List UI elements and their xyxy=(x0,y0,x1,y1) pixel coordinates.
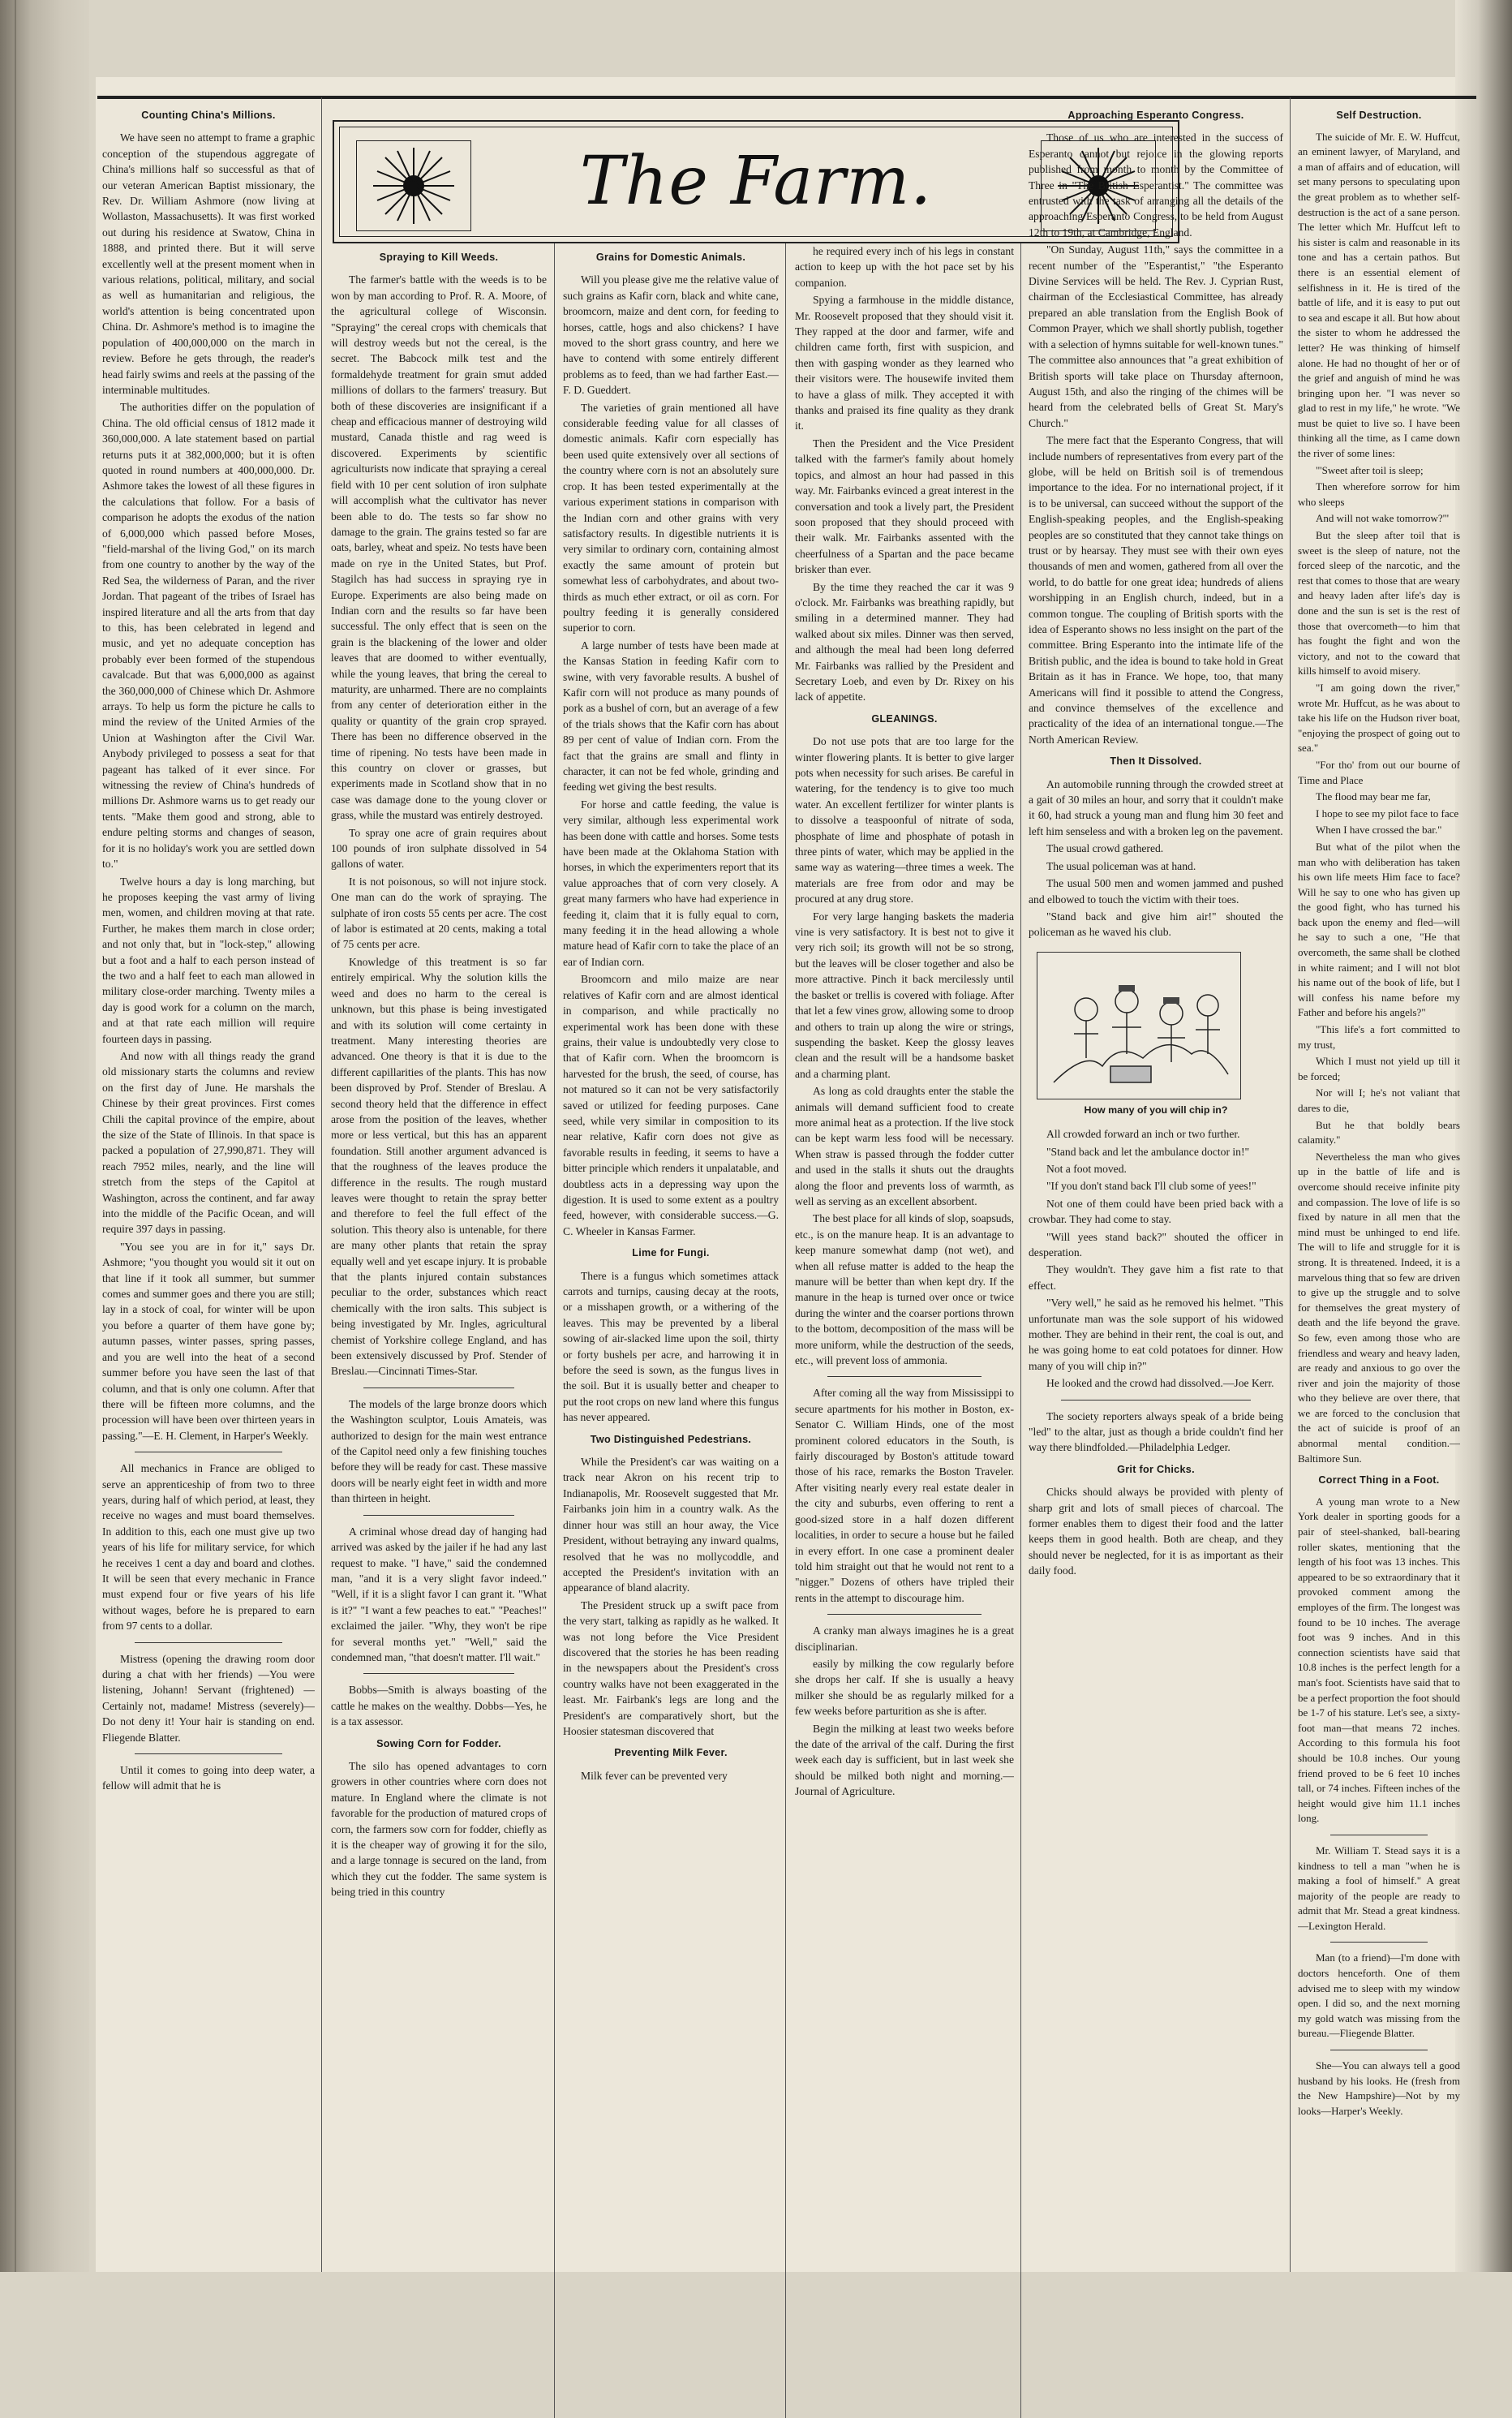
divider xyxy=(135,1753,282,1754)
divider xyxy=(135,1642,282,1643)
article-paragraph: A cranky man always imagines he is a great disciplinarian. xyxy=(795,1624,1014,1653)
article-paragraph: While the President's car was waiting on a track near Akron on his recent trip to Indianapolis, Mr. Roosevelt suggested that Mr. Fairbanks join him in a country walk. As the dinner hour was still an hour away, the Vice President, without betraying any inward qualms, resolved that he was no mollycoddle, and accepted the President's invitation with an appearance of bland alacrity. xyxy=(563,1456,779,1594)
article-heading: Grit for Chicks. xyxy=(1117,1463,1195,1475)
column-grains-for-domestic-animals xyxy=(563,243,779,2260)
article-heading: Preventing Milk Fever. xyxy=(614,1747,728,1759)
article-paragraph: The President struck up a swift pace from the very start, talking as rapidly as he walked. It was not long before the Vice President discovered that the stories he has been reading in the newspapers about the President's cross country walks have not been exaggerated in the least. Mr. Fairbank's legs are long and the President's are comparatively short, but the Hoosier statesman discovered that xyxy=(563,1598,779,1737)
page-title: The Farm. xyxy=(579,143,933,220)
article-heading: Two Distinguished Pedestrians. xyxy=(590,1433,752,1445)
article-heading: Counting China's Millions. xyxy=(141,110,276,121)
crowd-illustration xyxy=(1037,952,1241,1099)
column-rule xyxy=(554,243,555,2418)
article-paragraph: Those of us who are interested in the success of Esperanto cannot but rejoice in the glowing reports published from month to month by the Committee of Three in "The British Esperantist." The committee was entrusted with the task of arranging all the details of the approaching Esperanto Congress, to be held from August 12th to 19th, at Cambridge, England. xyxy=(1029,131,1283,239)
column-rule xyxy=(785,243,786,2418)
article-paragraph: easily by milking the cow regularly before she drops her calf. If she is usually a heavy milker she should be as regularly milked for a few weeks before parturition as she is after. xyxy=(795,1657,1014,1718)
article-paragraph: A large number of tests have been made at the Kansas Station in feeding Kafir corn to swine, with very favorable results. A bushel of Kafir corn will not produce as many pounds of pork as a bushel of corn, but an average of a few of the trials shows that the Kafir corn has about 89 per cent of value of Indian corn. From the fact that the grains are small and flinty in character, it can not be fed whole, grinding and feeding wet giving the best results. xyxy=(563,639,779,794)
article-heading: Then It Dissolved. xyxy=(1110,755,1202,768)
article-paragraph: The silo has opened advantages to corn growers in other countries where corn does not mature. In England where the climate is not favorable for the production of matured crops of corn, the farmers sow corn for fodder, chiefly as it is the cheaper way of growing it for the silo, and a large tonnage is secured on the land, from which they cut the fodder. The same system is being tried in this country xyxy=(331,1759,547,1899)
article-paragraph: "I am going down the river," wrote Mr. Huffcut, as he was about to take his life on the Hudson river boat, "enjoying the prospect of going out to sea." xyxy=(1298,681,1460,755)
article-heading: Sowing Corn for Fodder. xyxy=(376,1737,501,1749)
article-paragraph: For horse and cattle feeding, the value is very similar, although less experimental work has been done with cattle and horses. Some tests have been made at the Oklahoma Station with horses, in which the experimenters report that its value approaches that of corn very closely. A great many farmers who have had experience in feeding it, claim that it is fully equal to corn, many feeding it in the head allowing a whole mature head of Kafir corn to take the place of an ear of Indian corn. xyxy=(563,798,779,968)
article-paragraph: There is a fungus which sometimes attack carrots and turnips, causing decay at the roots, or a misshapen growth, or a withering of the leaves. This may be prevented by a liberal sowing of air-slacked lime upon the soil, thirty or forty bushels per acre, and harrowing it in before the seed is sown, as the fungus lives in the soil. But it is usually better and cheaper to put the root crops on new land where this fungus has never appeared. xyxy=(563,1269,779,1424)
poem-line: "This life's a fort committed to my trust, xyxy=(1298,1023,1460,1051)
article-paragraph: Broomcorn and milo maize are near relatives of Kafir corn and are almost identical in comparison, and while practically no experimental work has been done with these grains, their value is undoubtedly very close to that of Kafir corn. When the broomcorn is harvested for the brush, the seed, of course, has not matured so it can not be very satisfactorily saved or utilized for feeding purposes. Cane seed, while very similar in composition to its near relative, Kafir corn does not give as favorable results in feeding, it seems to have a bitter principle which renders it unpalatable, and doubtless acts in a depressing way upon the digestion. It is used to some extent as a poultry feed, however, with considerable success.—G. C. Wheeler in Kansas Farmer. xyxy=(563,973,779,1237)
column-rule xyxy=(321,97,322,2272)
poem-line: When I have crossed the bar." xyxy=(1316,824,1442,837)
column-esperanto-congress xyxy=(1029,101,1283,2260)
article-paragraph: "Will yees stand back?" shouted the officer in desperation. xyxy=(1029,1230,1283,1258)
divider xyxy=(827,1376,982,1377)
article-paragraph: Not a foot moved. xyxy=(1046,1162,1127,1175)
article-paragraph: The usual policeman was at hand. xyxy=(1046,859,1196,872)
article-paragraph: To spray one acre of grain requires about 100 pounds of iron sulphate dissolved in 54 gallons of water. xyxy=(331,826,547,871)
article-paragraph: Knowledge of this treatment is so far entirely empirical. Why the solution kills the weed and does no harm to the cereal is unknown, but this phase is being investigated and with its solution will come certainty in treatment. Many interesting theories are advanced. One theory is that it is due to the different capillarities of the plants. This has now been disproved by Prof. Stender of Breslau. A second theory held that the difference in effect arose from the position of the leaves, whether more or less vertical, but this has an apparent foundation. Still another argument advanced is that the roughness of the leaves produce the difference in the results. The rough mustard leaves were thought to retain the spray better and therefore to feel the full effect of the solution. This theory also is untenable, for there are many other plants that retain the spray equally well and yet escape injury. It is probable that the plants injured contain substances peculiar to the order, substances which react chemically with the iron salts. This subject is being investigated by Mr. Ingles, agricultural chemist of Yorkshire college England, and has been extensively discussed by Prof. Stender of Breslau.—Cincinnati Times-Star. xyxy=(331,955,547,1378)
article-paragraph: By the time they reached the car it was 9 o'clock. Mr. Fairbanks was breathing rapidly, but smiling in a determined manner. They had walked about six miles. Dinner was then served, and although the meal had been long deferred Mr. Fairbanks was rallied by the President and Secretary Loeb, and even by Dr. Rixey on his lack of appetite. xyxy=(795,580,1014,703)
column-spraying-to-kill-weeds xyxy=(331,243,547,2260)
article-paragraph: Do not use pots that are too large for the winter flowering plants. It is better to give larger pots when necessity for such arises. Be careful in watering, for the tendency is to give too much water. An excellent fertilizer for winter plants is to dissolve a teaspoonful of nitrate of soda, phosphate of lime and phosphate of potash in three pints of water, which may be applied in the same way as watering—three times a week. The materials are free from odor and may be procured at any drug store. xyxy=(795,735,1014,906)
article-paragraph: All mechanics in France are obliged to serve an apprenticeship of from two to three years, during half of which period, at least, they receive no wages and must board themselves. In addition to this, each one must give up two years of his life for military service, for which he receives 1 cent a day and board and clothes. It will be seen that every mechanic in France must expend four or five years of his life without wages, before he is prepared to earn from 97 cents to a dollar. xyxy=(102,1462,315,1633)
book-binding xyxy=(0,0,89,2272)
column-counting-chinas-millions xyxy=(102,101,315,2260)
article-paragraph: "If you don't stand back I'll club some of yees!" xyxy=(1046,1180,1256,1193)
article-paragraph: Mr. William T. Stead says it is a kindness to tell a man "when he is making a fool of himself." A great majority of the people are ready to admit that Mr. Stead a great kindness.—Lexington Herald. xyxy=(1298,1844,1460,1932)
article-paragraph: "Stand back and let the ambulance doctor in!" xyxy=(1046,1145,1250,1158)
poem-line: "For tho' from out our bourne of Time and Place xyxy=(1298,758,1460,786)
article-paragraph: The farmer's battle with the weeds is to be won by man according to Prof. R. A. Moore, of the agricultural college of Wisconsin. "Spraying" the cereal crops with chemicals that will destroy weeds but not the cereal, is the secret. The Babcock milk test and the formaldehyde treatment for grain smut added millions of dollars to the farmers' treasury. But both of these discoveries are insignificant if a cheap and efficacious manner of destroying wild mustard, Canada thistle and rag weed is discovered. Experiments by scientific agriculturists now indicate that spraying a cereal field with 10 per cent solution of iron sulphate will accomplish what the cultivator has never been able to do. The tests so far show no damage to the grain. The grains tested so far are oats, barley, wheat and speiz. No tests have been made on rye in the United States, but Prof. Stagilch has had success in spraying rye in Europe. Experiments are also being made on Indian corn and the results so far have been successful. The only effect that is seen on the grain is the blackening of the lower and older leaves that are doomed to wither eventually, while the young leaves, that bring the cereal to maturity, are unharmed. There are no complaints from any center of deterioration either in the quality or quantity of the grain crop sprayed. There has been no difference observed in the time of ripening. No tests have been made in this country on clover or grasses, but experiments made in Scotland show that in no case was damage done to the young clover or grass, while the mustard was entirely destroyed. xyxy=(331,273,547,822)
divider xyxy=(363,1673,514,1674)
article-paragraph: Mistress (opening the drawing room door during a chat with her friends) —You were listening, Johann! Servant (frightened) — Certainly not, madame! Mistress (severely)—Do not deny it! Your hair is standing on end. Fliegende Blatter. xyxy=(102,1652,315,1744)
article-paragraph: Twelve hours a day is long marching, but he proposes keeping the vast army of living men, women, and children moving at that rate. Further, he makes them march in close order; and not only that, but in "lock-step," allowing but a foot and a half to each person instead of the two and a half feet to each man allowed in military close-order marching. Twenty miles a day is good work for a column on the march, and at that rate each million will require fourteen days in passing. xyxy=(102,875,315,1045)
article-paragraph: The usual crowd gathered. xyxy=(1046,842,1164,855)
article-paragraph: A criminal whose dread day of hanging had arrived was asked by the jailer if he had any last request to make. "I have," said the condemned man, "and it is a very slight favor indeed." "Well, if it is a slight favor I can grant it. "What is it?" "I want a few peaches to eat." "Peaches!" exclaimed the jailer. "Why, they won't be ripe for several months yet." "Well," said the condemned man, "that doesn't matter. I'll wait." xyxy=(331,1525,547,1663)
article-paragraph: And now with all things ready the grand old missionary starts the columns and review on the first day of June. He marshals the Chinese by their great provinces. First comes Chili the capital province of the empire, about the size of the State of Illinois. In that space is packed a population of 27,990,871. They will reach 7952 miles, nearly, and the line will stretch from the steps of the Capitol at Washington, across the continent, and far away into the middle of the Pacific Ocean, and will require 397 days in passing. xyxy=(102,1049,315,1236)
article-paragraph: The authorities differ on the population of China. The old official census of 1812 made it 360,000,000. A late statement based on partial returns puts it at 382,000,000; but it is often quoted in round numbers at 400,000,000. Dr. Ashmore takes the lowest of all these figures in the calculations that follow. For a basis of comparison he adopts the exodus of the nation of 6,000,000 which passed before Moses, "field-marshal of the living God," on its march from one country to another by the way of the Red Sea, the wilderness of Paran, and the river Jordan. That pageant of the tribes of Israel has inspired literature and all the arts from that day to this, has been celebrated in legend and music, and yet no adequate conception has probably ever been formed of the stupendous cavalcade. But that was 6,000,000 as against the 360,000,000 of Chinese which Dr. Ashmore arrays. To help us form the picture he calls to mind the review of the United Armies of the Union at Washington after the Civil War. Anybody privileged to possess a seat for that pageant has talked of it ever since. For witnessing the review of China's hundreds of millions Dr. Ashmore warns us to get ready our tents. "Make them good and strong, able to endure pelting storms and changes of season, for it is no holiday's work you are settled down to." xyxy=(102,401,315,871)
article-paragraph: It is not poisonous, so will not injure stock. One man can do the work of spraying. The sulphate of iron costs 55 cents per acre. The cost of labor is estimated at 20 cents, making a total of 75 cents per acre. xyxy=(331,875,547,951)
article-paragraph: As long as cold draughts enter the stable the animals will demand sufficient food to create more animal heat as a protection. If the live stock can be kept warm less food will be necessary. When straw is passed through the fodder cutter and used in the stalls it shuts out the draughts along the floor and prevents loss of warmth, as well as serving as an excellent absorbent. xyxy=(795,1085,1014,1207)
article-paragraph: Bobbs—Smith is always boasting of the cattle he makes on the wealthy. Dobbs—Yes, he is a tax assessor. xyxy=(331,1684,547,1728)
article-paragraph: "Very well," he said as he removed his helmet. "This unfortunate man was the sole support of his widowed mother. They are behind in their rent, the coal is out, and he was going home to eat cold potatoes for dinner. How many of you will chip in?" xyxy=(1029,1297,1283,1372)
article-paragraph: "On Sunday, August 11th," says the committee in a recent number of the "Esperantist," "the Esperanto Divine Services will be held. The Rev. J. Cyprian Rust, chairman of the Ecclesiastical Committee, has already prepared an able translation from the English Book of Common Prayer, which we shall shortly publish, together with a selection of hymns suitable for well-known tunes." The committee also announces that "a great exhibition of British sports will take place on Thursday afternoon, August 15th, and also the ringing of the chimes will be heard from the celebrated bells of Great St. Mary's Church." xyxy=(1029,243,1283,429)
article-heading: Correct Thing in a Foot. xyxy=(1318,1474,1440,1487)
article-paragraph: We have seen no attempt to frame a graphic conception of the stupendous aggregate of China's millions half so successful as that of our veteran American Baptist missionary, the Rev. Dr. William Ashmore (now living at Wollaston, Massachusetts). It was first worked out during his residence at Swatow, China in 1888, and printed there. But it will serve excellently well at the present moment when in various relations, political, military, and social as well as humanitarian and religious, the world's attention is being concentrated upon China. Dr. Ashmore's method is to imagine the population of 400,000,000 on the march in review. Before he gets through, the reader's head fairly swims and reels at the passing of the interminable multitudes. xyxy=(102,131,315,396)
article-paragraph: Milk fever can be prevented very xyxy=(581,1769,728,1782)
poem-line: And will not wake tomorrow?'" xyxy=(1316,512,1450,525)
article-paragraph: The best place for all kinds of slop, soapsuds, etc., is on the manure heap. It is an advantage to keep manure somewhat damp (not wet), and when all refuse matter is added to the heap the manure will be better than when kept dry. If the manure in the heap is turned over once or twice during the winter and the coarser portions thrown to the bottom, decomposition of the mass will be more uniform, while the destruction of the seeds, etc., will prevent loss of ammonia. xyxy=(795,1212,1014,1367)
article-heading: Grains for Domestic Animals. xyxy=(595,252,746,263)
poem-line: I hope to see my pilot face to face xyxy=(1316,807,1459,820)
article-paragraph: After coming all the way from Mississippi to secure apartments for his mother in Boston, ex-Senator C. William Hinds, one of the most prominent colored educators in the South, is fairly discouraged by Boston's attitude toward those of his race, remarks the Boston Traveler. After visiting nearly every real estate dealer in the city and suburbs, even offering to rent a good-sized store in a half dozen different localities, in order to secure a house but he failed in every effort. In one case a prominent dealer told him straight out that he would not rent to a "nigger." Dozens of others have tripled their rents in the attempt to discourage him. xyxy=(795,1387,1014,1604)
article-paragraph: Nevertheless the man who gives up in the battle of life and is overcome should receive infinite pity and compassion. The love of life is so fixed by nature in all men that the mind must be unhinged to end life. The will to life and struggle for it is strong. It is threatened. Indeed, it is a marvelous thing that so few are driven to give up the struggle and to solve for themselves the great mystery of death and the life beyond the grave. So few, even among those who are friendless and weary and heavy laden, are ready and anxious to go over the river and join the majority of those who they believe are over there, that we are forced to the conclusion that the act of suicide is proof of an abnormal mental condition.—Baltimore Sun. xyxy=(1298,1150,1460,1465)
column-rule xyxy=(1290,97,1291,2272)
poem-line: Nor will I; he's not valiant that dares to die, xyxy=(1298,1086,1460,1114)
article-paragraph: But the sleep after toil that is sweet is the sleep of nature, not the forced sleep of the narcotic, and the rest that comes to those that are weary and heavy laden after life's day is done and the sun is set is the rest of those that overcometh—to him that has fought the fight and won the victory, and not to the coward that kills himself to avoid misery. xyxy=(1298,529,1460,678)
article-paragraph: he required every inch of his legs in constant action to keep up with the hot pace set by his companion. xyxy=(795,245,1014,289)
article-paragraph: Will you please give me the relative value of such grains as Kafir corn, black and white cane, broomcorn, maize and dent corn, for feeding to horses, cattle, hogs and also chickens? I have moved to the short grass country, and here we have to contend with some entirely different problems as to feed, than we had farther East.—F. D. Gueddert. xyxy=(563,273,779,397)
article-paragraph: The varieties of grain mentioned all have considerable feeding value for all classes of domestic animals. Kafir corn especially has been used quite extensively over all sections of the country where corn is not an absolutely sure crop. It has been tested experimentally at the various experiment stations in comparison with the Indian corn and other grains with very satisfactory results. In digestible nutrients it is very similar to ordinary corn, containing almost exactly the same amount of protein but somewhat less of carbohydrates, and about two-thirds as much ether extract, or oil as corn. For poultry feeding it is generally considered superior to corn. xyxy=(563,401,779,635)
article-paragraph: "Stand back and give him air!" shouted the policeman as he waved his club. xyxy=(1029,910,1283,939)
page-edge-shadow xyxy=(1455,0,1512,2272)
article-paragraph: The society reporters always speak of a bride being "led" to the altar, just as though a bride couldn't find her way there blindfolded.—Philadelphia Ledger. xyxy=(1029,1409,1283,1454)
top-rule xyxy=(97,96,1476,99)
article-paragraph: The mere fact that the Esperanto Congress, that will include numbers of representatives from every part of the globe, will be held on British soil is of tremendous importance to the idea. For no international project, if it is to be universal, can succeed without the support of the English-speaking peoples, and the English-speaking peoples are so constituted that they cannot take things on trust or by hearsay. They must see with their own eyes thousands of men and women, gathered from all over the world, to do battle for one great idea; hundreds of aliens worshipping in an English church, indeed, but in a common tongue. The coupling of British sports with the idea of Esperanto shows no less insight on the part of the committee. Bring Esperanto into the intimate life of the British public, and the idea is bound to take hold in Great Britain as it has in France. We hope, too, that many Americans will find it possible to attend the Congress, and convince themselves of the excellence and practicality of the idea of an international tongue.—The North American Review. xyxy=(1029,434,1283,746)
column-self-destruction xyxy=(1298,101,1460,2260)
article-paragraph: Chicks should always be provided with plenty of sharp grit and lots of small pieces of charcoal. The former enables them to digest their food and the latter keeps them in good health. Both are cheap, and they should never be neglected, for it is as important as their daily food. xyxy=(1029,1486,1283,1577)
divider xyxy=(1330,1942,1428,1943)
article-paragraph: They wouldn't. They gave him a fist rate to that effect. xyxy=(1029,1263,1283,1292)
illustration-caption: How many of you will chip in? xyxy=(1084,1104,1228,1116)
article-paragraph: For very large hanging baskets the maderia vine is very satisfactory. It is best not to give it very rich soil; its growth will not be so strong, but the leaves will be closer together and also be more attractive. Pinch it back mercilessly until the basket or trellis is covered with foliage. After that let a few vines grow, allowing some to droop and others to train up along the wire or strings, suspending the basket. Keep the glossy leaves clean and the result will be a handsome basket and a charming plant. xyxy=(795,910,1014,1080)
column-rule xyxy=(1020,243,1021,2418)
column-pedestrians-gleanings xyxy=(795,243,1014,2260)
article-paragraph: All crowded forward an inch or two further. xyxy=(1046,1128,1240,1141)
article-paragraph: Begin the milking at least two weeks before the date of the arrival of the calf. During the first week each day is sufficient, but in last week she should be milked both night and morning.—Journal of Agriculture. xyxy=(795,1722,1014,1798)
divider xyxy=(363,1515,514,1516)
article-paragraph: Man (to a friend)—I'm done with doctors henceforth. One of them advised me to sleep with my window open. I did so, and the next morning my gold watch was missing from the bureau.—Fliegende Blatter. xyxy=(1298,1951,1460,2040)
article-heading: Approaching Esperanto Congress. xyxy=(1067,110,1244,121)
poem-line: The flood may bear me far, xyxy=(1316,790,1431,803)
poem-line: Which I must not yield up till it be forced; xyxy=(1298,1055,1460,1082)
article-paragraph: An automobile running through the crowded street at a gait of 30 miles an hour, and sorry that it couldn't make it 60, had struck a young man and flung him 30 feet and left him senseless and with a broken leg on the pavement. xyxy=(1029,777,1283,837)
article-paragraph: Not one of them could have been pried back with a crowbar. They had come to stay. xyxy=(1029,1197,1283,1226)
article-paragraph: Spying a farmhouse in the middle distance, Mr. Roosevelt proposed that they should visit it. They rapped at the door and farmer, wife and children came forth, first with suspicion, and then with gasping wonder as they learned who their visitors were. The housewife invited them to have a glass of milk. They accepted it with thanks and praised its fine quality as they drank it. xyxy=(795,294,1014,432)
article-paragraph: She—You can always tell a good husband by his looks. He (fresh from the New Hampshire)—Not by my looks—Harper's Weekly. xyxy=(1298,2059,1460,2117)
article-heading: Self Destruction. xyxy=(1336,110,1422,121)
article-paragraph: A young man wrote to a New York dealer in sporting goods for a pair of steel-shanked, ball-bearing roller skates, mentioning that the length of his foot was 13 inches. This appeared to be so extraordinary that it provoked comment among the employes of the firm. The longest was found to be 10 inches. The average foot was 9 inches. And in this connection scientists have said that 10.8 inches is the perfect length for a man's foot. Scientists have said that to be a perfect proportion the foot should be 1-7 of his stature. Let's see, a sixty-foot man—that means 72 inches. According to this formula his foot should be 10.8 inches. Our young friend proved to be 6 feet 10 inches tall, or 74 inches. Fifteen inches of the height would give him 11.1 inches long. xyxy=(1298,1495,1460,1825)
article-paragraph: Until it comes to going into deep water, a fellow will admit that he is xyxy=(102,1764,315,1792)
poem-line: Then wherefore sorrow for him who sleeps xyxy=(1298,480,1460,508)
poem-line: But he that boldly bears calamity." xyxy=(1298,1118,1460,1147)
sunburst-ornament-icon xyxy=(356,140,471,231)
article-heading: GLEANINGS. xyxy=(871,712,938,725)
article-paragraph: But what of the pilot when the man who with deliberation has taken his own life meets Him face to face? Will he say to one who has given up the good fight, who has turned his back upon the enemy and fled—will he say to such a one, "He that overcometh, the same shall be clothed in white raiment; and I will not blot his name out of the book of life, but I will confess his name before my Father and before his angels?" xyxy=(1298,840,1460,1019)
article-heading: Lime for Fungi. xyxy=(632,1247,710,1259)
article-paragraph: "You see you are in for it," says Dr. Ashmore; "you thought you would sit it out on that line if it took all summer, but summer comes and summer goes and there you are still; lay in a stock of coal, for winter will be upon you before a quarter of them have gone by; autumn passes, winter passes, spring passes, and you are well into the heat of a second summer before you have seen the last of that column, and that is only one column. After that there will be fifteen more columns, and the procession will have been over thirteen years in passing."—E. H. Clement, in Harper's Weekly. xyxy=(102,1240,315,1442)
article-paragraph: Then the President and the Vice President talked with the farmer's family about homely topics, and almost an hour had passed in this way. Mr. Fairbanks evinced a great interest in the conversation and took a lively part, the President soon proposed that they should proceed with their walk. Mr. Fairbanks assented with the cheerfulness of a Spartan and the pace became brisker than ever. xyxy=(795,437,1014,576)
article-paragraph: The models of the large bronze doors which the Washington sculptor, Louis Amateis, was authorized to design for the main west entrance of the Capitol need only a few finishing touches before they will be ready for cast. These massive doors will be nearly eight feet in width and more than thirteen in height. xyxy=(331,1397,547,1505)
article-paragraph: He looked and the crowd had dissolved.—Joe Kerr. xyxy=(1046,1377,1274,1390)
article-heading: Spraying to Kill Weeds. xyxy=(379,252,499,263)
article-paragraph: The suicide of Mr. E. W. Huffcut, an eminent lawyer, of Maryland, and a man of affairs and of education, will set many persons to speculating upon the great problem as to whether self-destruction is the act of a sane person. The letter which Mr. Huffcut left to his sister is calm and reasonable in its tone and has a certain pathos. But there is an essential element of selfishness in it. He is tired of the battle of life, and it is easy to put out to sea and escape it all. But how about the sister to whom he addressed the letter? He was thinking of himself alone. He had no thought of her or of the grief and anguish of mind he was bringing upon her. "I was never so glad to rest in my life," he wrote. "We must be quiet to live so. I have been thinking all the time, as I came down the river of some lines: xyxy=(1298,130,1460,460)
poem-line: "'Sweet after toil is sleep; xyxy=(1316,463,1424,476)
article-paragraph: The usual 500 men and women jammed and pushed and elbowed to touch the victim with their toes. xyxy=(1029,877,1283,906)
divider xyxy=(827,1614,982,1615)
